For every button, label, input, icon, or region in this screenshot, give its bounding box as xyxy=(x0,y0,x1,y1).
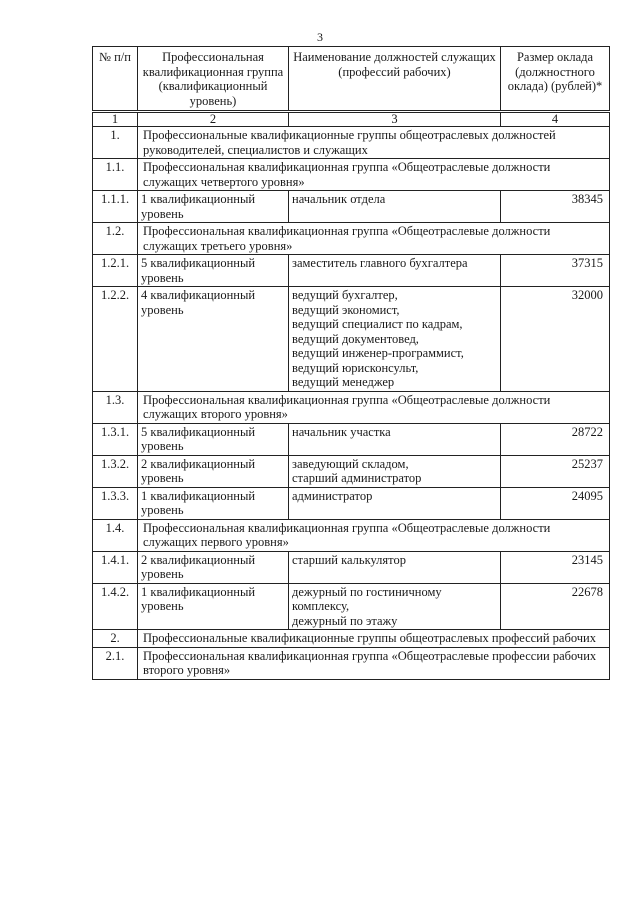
position-name: ведущий менеджер xyxy=(292,375,395,389)
row-number: 1.4.1. xyxy=(93,551,138,583)
table-row xyxy=(93,487,610,519)
row-number: 1.3.3. xyxy=(93,487,138,519)
position-name: ведущий юрисконсульт, xyxy=(292,360,419,375)
group-name: Профессиональная квалификационная группа «Общеотраслевые должности служащих третьего уровня» xyxy=(138,223,610,255)
position-name: ведущий бухгалтер, xyxy=(292,288,398,302)
group-name: Профессиональные квалификационные группы общеотраслевых профессий рабочих xyxy=(138,630,610,648)
salary-value: 24095 xyxy=(501,487,610,519)
group-name: Профессиональная квалификационная группа «Общеотраслевые профессии рабочих второго уровня» xyxy=(138,647,610,679)
row-number: 1. xyxy=(93,127,138,159)
qualification-level: 1 квалификационный уровень xyxy=(138,191,289,223)
table-row xyxy=(93,191,610,223)
table-row xyxy=(93,583,610,630)
row-number: 1.4. xyxy=(93,519,138,551)
position-list xyxy=(289,487,501,519)
row-number: 1.2.1. xyxy=(93,255,138,287)
row-number: 1.1.1. xyxy=(93,191,138,223)
qualification-level: 2 квалификационный уровень xyxy=(138,455,289,487)
position-name: администратор xyxy=(292,488,373,503)
header-num: № п/п xyxy=(93,47,138,112)
salary-value: 23145 xyxy=(501,551,610,583)
salary-value: 38345 xyxy=(501,191,610,223)
position-list xyxy=(289,191,501,223)
table-header-row xyxy=(93,47,610,112)
row-number: 2. xyxy=(93,630,138,648)
position-list xyxy=(289,287,501,392)
table-row xyxy=(93,455,610,487)
group-row xyxy=(93,647,610,679)
qualification-level: 4 квалификационный уровень xyxy=(138,287,289,392)
row-number: 1.3.2. xyxy=(93,455,138,487)
group-row xyxy=(93,159,610,191)
row-number: 1.2.2. xyxy=(93,287,138,392)
column-number: 3 xyxy=(289,112,501,127)
position-name: начальник участка xyxy=(292,424,391,439)
group-row xyxy=(93,391,610,423)
salary-value: 37315 xyxy=(501,255,610,287)
group-name: Профессиональная квалификационная группа «Общеотраслевые должности служащих четвертого уровня» xyxy=(138,159,610,191)
position-name: начальник отдела xyxy=(292,192,386,206)
position-name: заместитель главного бухгалтера xyxy=(292,256,468,270)
position-name: старший калькулятор xyxy=(292,552,406,567)
table-row xyxy=(93,423,610,455)
position-name: ведущий инженер-программист, xyxy=(292,346,464,360)
position-list xyxy=(289,255,501,287)
group-row xyxy=(93,630,610,648)
salary-value: 28722 xyxy=(501,423,610,455)
group-row xyxy=(93,127,610,159)
salary-value: 22678 xyxy=(501,583,610,630)
header-position: Наименование должностей служащих (профессий рабочих) xyxy=(289,47,501,112)
position-name: дежурный по этажу xyxy=(292,613,398,628)
row-number: 1.1. xyxy=(93,159,138,191)
header-group: Профессиональная квалификационная группа (квалификационный уровень) xyxy=(138,47,289,112)
group-row xyxy=(93,223,610,255)
position-list xyxy=(289,551,501,583)
group-name: Профессиональная квалификационная группа «Общеотраслевые должности служащих второго уровня» xyxy=(138,391,610,423)
group-name: Профессиональные квалификационные группы общеотраслевых должностей руководителей, специалистов и служащих xyxy=(138,127,610,159)
table-row xyxy=(93,255,610,287)
row-number: 1.2. xyxy=(93,223,138,255)
column-number: 2 xyxy=(138,112,289,127)
table-row xyxy=(93,551,610,583)
row-number: 2.1. xyxy=(93,647,138,679)
position-name: заведующий складом, xyxy=(292,456,409,471)
position-name: ведущий документовед, xyxy=(292,331,419,346)
column-number: 1 xyxy=(93,112,138,127)
row-number: 1.3.1. xyxy=(93,423,138,455)
row-number: 1.3. xyxy=(93,391,138,423)
position-name: дежурный по гостиничному комплексу, xyxy=(292,584,442,613)
qualification-level: 5 квалификационный уровень xyxy=(138,423,289,455)
position-list xyxy=(289,583,501,630)
column-number-row xyxy=(93,112,610,127)
page-number: 3 xyxy=(317,30,323,44)
position-name: ведущий специалист по кадрам, xyxy=(292,317,463,331)
position-list xyxy=(289,423,501,455)
qualification-level: 1 квалификационный уровень xyxy=(138,583,289,630)
salary-value: 32000 xyxy=(501,287,610,392)
salary-value: 25237 xyxy=(501,455,610,487)
group-name: Профессиональная квалификационная группа «Общеотраслевые должности служащих первого уровня» xyxy=(138,519,610,551)
column-number: 4 xyxy=(501,112,610,127)
table-row xyxy=(93,287,610,392)
salary-table xyxy=(92,46,610,680)
row-number: 1.4.2. xyxy=(93,583,138,630)
position-name: ведущий экономист, xyxy=(292,302,400,317)
qualification-level: 5 квалификационный уровень xyxy=(138,255,289,287)
group-row xyxy=(93,519,610,551)
qualification-level: 2 квалификационный уровень xyxy=(138,551,289,583)
qualification-level: 1 квалификационный уровень xyxy=(138,487,289,519)
table-body xyxy=(93,127,610,680)
position-name: старший администратор xyxy=(292,471,422,485)
position-list xyxy=(289,455,501,487)
header-salary: Размер оклада (должностного оклада) (рублей)* xyxy=(501,47,610,112)
